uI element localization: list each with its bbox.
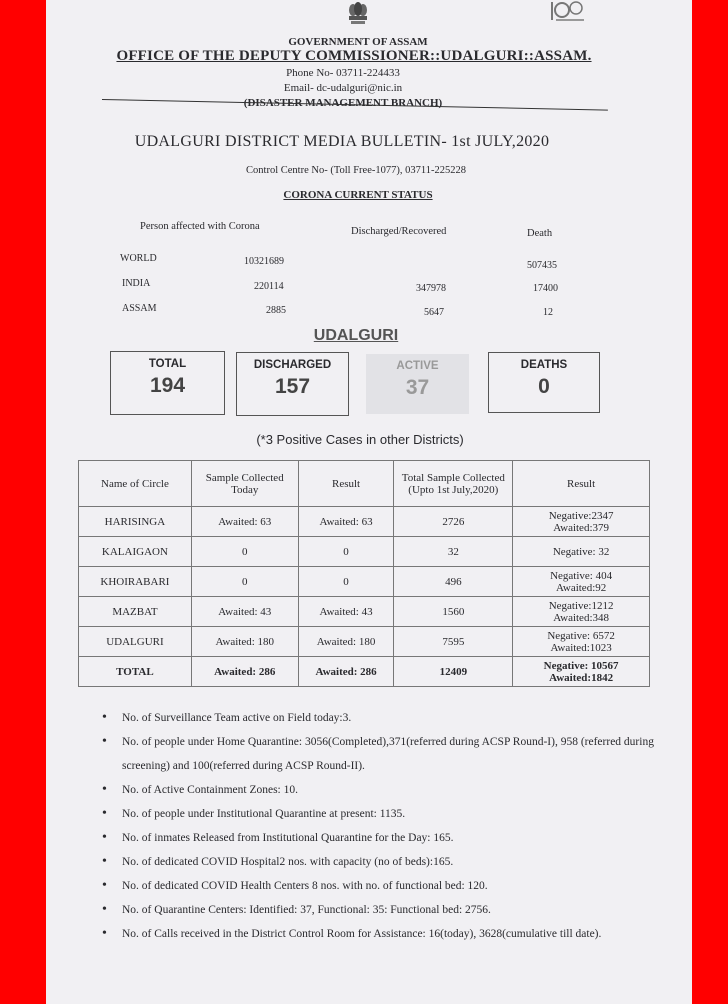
- sample-result: Awaited: 286: [298, 657, 394, 687]
- total-sample: 7595: [394, 627, 513, 657]
- list-item: • No. of Calls received in the District Control Room for Assistance: 16(today), 3628(cumulative till date).: [100, 922, 660, 946]
- negative-count: Negative:2347: [548, 509, 614, 522]
- header-circle: Name of Circle: [79, 461, 192, 507]
- sample-collected: 0: [191, 537, 298, 567]
- list-item: • No. of Surveillance Team active on Field today:3.: [100, 706, 660, 730]
- world-affected: 10321689: [244, 256, 284, 267]
- table-row: [79, 507, 650, 537]
- col-affected-header: Person affected with Corona: [140, 221, 260, 232]
- circle-name: TOTAL: [79, 657, 192, 687]
- total-label: TOTAL: [148, 358, 187, 370]
- header-result: Result: [298, 461, 394, 507]
- negative-count: Negative: 404: [550, 569, 613, 582]
- status-heading: CORONA CURRENT STATUS: [283, 189, 433, 201]
- header-sample-today: Sample Collected Today: [191, 461, 298, 507]
- government-heading: GOVERNMENT OF ASSAM: [288, 36, 428, 48]
- total-result: [513, 627, 650, 657]
- table-row: [79, 627, 650, 657]
- statistics-list: [100, 706, 660, 946]
- active-label: ACTIVE: [396, 360, 439, 372]
- list-item: • No. of dedicated COVID Hospital2 nos. with capacity (no of beds):165.: [100, 850, 660, 874]
- region-assam: ASSAM: [122, 303, 157, 314]
- circle-name: HARISINGA: [79, 507, 192, 537]
- negative-count: Negative: 32: [552, 545, 610, 558]
- awaited-count: Awaited:1842: [549, 671, 614, 684]
- world-death: 507435: [527, 260, 557, 271]
- list-item: • No. of Active Containment Zones: 10.: [100, 778, 660, 802]
- assam-affected: 2885: [266, 305, 286, 316]
- circle-name: MAZBAT: [79, 597, 192, 627]
- total-sample: 496: [394, 567, 513, 597]
- sample-result: Awaited: 43: [298, 597, 394, 627]
- discharged-value: 157: [274, 375, 311, 398]
- negative-count: Negative: 6572: [547, 629, 615, 642]
- deaths-label: DEATHS: [520, 359, 568, 371]
- awaited-count: Awaited:379: [553, 521, 609, 534]
- sample-result: Awaited: 180: [298, 627, 394, 657]
- email-address: Email- dc-udalguri@nic.in: [283, 82, 403, 94]
- sample-collected: Awaited: 286: [191, 657, 298, 687]
- sample-result: 0: [298, 567, 394, 597]
- list-item: • No. of inmates Released from Institutional Quarantine for the Day: 165.: [100, 826, 660, 850]
- control-centre-number: Control Centre No- (Toll Free-1077), 03711-225228: [246, 165, 466, 176]
- bulletin-title: UDALGURI DISTRICT MEDIA BULLETIN- 1st JULY,2020: [134, 133, 550, 150]
- region-world: WORLD: [120, 253, 157, 264]
- india-affected: 220114: [254, 281, 284, 292]
- list-item: • No. of dedicated COVID Health Centers 8 nos. with no. of functional bed: 120.: [100, 874, 660, 898]
- national-emblem-icon: [343, 0, 373, 26]
- district-heading: UDALGURI: [313, 327, 399, 344]
- other-district-note: (*3 Positive Cases in other Districts): [256, 432, 464, 447]
- list-item: • No. of Quarantine Centers: Identified: 37, Functional: 35: Functional bed: 2756.: [100, 898, 660, 922]
- circle-sample-table: [78, 460, 650, 687]
- table-row: [79, 537, 650, 567]
- anniversary-logo-icon: [548, 0, 592, 24]
- branch-name: (DISASTER MANAGEMENT BRANCH): [243, 97, 443, 109]
- total-result: [513, 597, 650, 627]
- table-total-row: [79, 657, 650, 687]
- sample-result: Awaited: 63: [298, 507, 394, 537]
- list-item: • No. of people under Home Quarantine: 3056(Completed),371(referred during ACSP Round-I), 958 (referred during screening) and 100(referred during ACSP Round-II).: [100, 730, 660, 778]
- india-discharged: 347978: [416, 283, 446, 294]
- table-row: [79, 597, 650, 627]
- active-value: 37: [405, 376, 430, 399]
- circle-name: KHOIRABARI: [79, 567, 192, 597]
- sample-result: 0: [298, 537, 394, 567]
- phone-number: Phone No- 03711-224433: [286, 67, 400, 79]
- total-sample: 1560: [394, 597, 513, 627]
- total-sample: 12409: [394, 657, 513, 687]
- total-result: [513, 507, 650, 537]
- circle-name: KALAIGAON: [79, 537, 192, 567]
- col-death-header: Death: [527, 228, 553, 239]
- discharged-label: DISCHARGED: [253, 359, 332, 371]
- list-item: • No. of people under Institutional Quarantine at present: 1135.: [100, 802, 660, 826]
- active-box: [366, 354, 469, 414]
- header-total-sample: Total Sample Collected (Upto 1st July,2020): [394, 461, 513, 507]
- col-discharged-header: Discharged/Recovered: [351, 226, 447, 237]
- discharged-box: [236, 352, 349, 416]
- region-india: INDIA: [122, 278, 151, 289]
- header-total-result: Result: [513, 461, 650, 507]
- assam-death: 12: [543, 307, 553, 318]
- negative-count: Negative:1212: [548, 599, 614, 612]
- awaited-count: Awaited:1023: [550, 641, 612, 654]
- circle-name: UDALGURI: [79, 627, 192, 657]
- negative-count: Negative: 10567: [543, 659, 619, 672]
- sample-collected: Awaited: 180: [191, 627, 298, 657]
- total-result: [513, 657, 650, 687]
- india-death: 17400: [533, 283, 558, 294]
- total-sample: 2726: [394, 507, 513, 537]
- office-title: OFFICE OF THE DEPUTY COMMISSIONER::UDALGURI::ASSAM.: [116, 48, 592, 64]
- total-value: 194: [149, 374, 186, 397]
- sample-collected: Awaited: 43: [191, 597, 298, 627]
- sample-collected: Awaited: 63: [191, 507, 298, 537]
- awaited-count: Awaited:348: [553, 611, 609, 624]
- awaited-count: Awaited:92: [555, 581, 607, 594]
- total-result: [513, 567, 650, 597]
- deaths-box: [488, 352, 600, 413]
- deaths-value: 0: [538, 375, 550, 398]
- table-row: [79, 567, 650, 597]
- total-sample: 32: [394, 537, 513, 567]
- total-box: [110, 351, 225, 415]
- total-result: [513, 537, 650, 567]
- sample-collected: 0: [191, 567, 298, 597]
- assam-discharged: 5647: [424, 307, 444, 318]
